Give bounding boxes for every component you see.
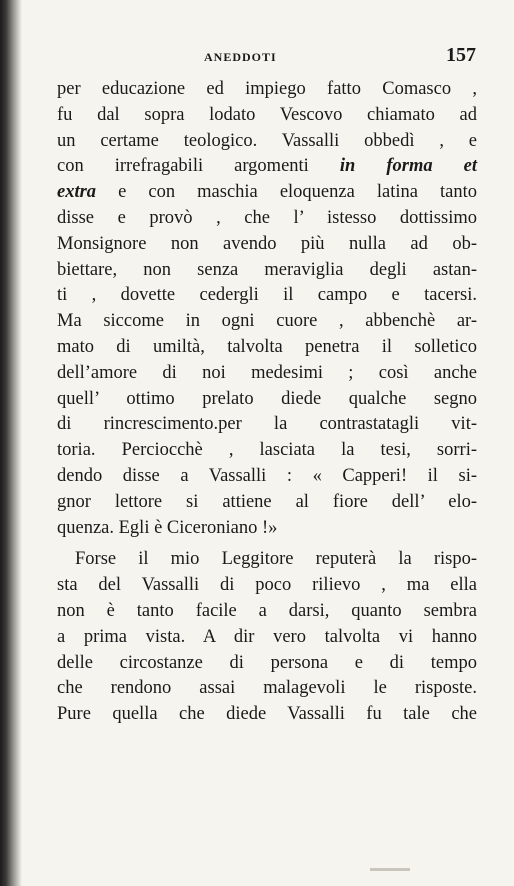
text-line [57,547,477,573]
page-header [56,44,476,74]
text-line [57,232,477,258]
text-segment: con irrefragabili argomenti [57,156,340,177]
text-segment: gnor lettore si attiene al fiore dell’ elo- [57,491,477,512]
text-segment: fu dal sopra lodato Vescovo chiamato ad [57,104,477,125]
text-segment: quell’ ottimo prelato diede qualche segno [57,388,477,409]
text-segment: a prima vista. A dir vero talvolta vi hanno [57,626,477,647]
page-stain [370,868,410,871]
text-line [57,77,477,103]
text-segment: non è tanto facile a darsi, quanto sembra [57,600,477,621]
italic-phrase: in forma et [339,156,478,177]
body-text [57,77,477,728]
text-segment: delle circostanze di persona e di tempo [57,652,477,673]
page-binding-edge [0,0,22,886]
text-line [57,258,477,284]
text-line [57,599,477,625]
text-line [57,283,477,309]
running-title: ANEDDOTI [204,50,277,64]
text-segment: che rendono assai malagevoli le risposte. [57,678,477,699]
text-segment: e con maschia eloquenza latina tanto [96,182,477,203]
paragraph-2 [57,547,477,728]
text-line [57,309,477,335]
text-line [57,516,477,542]
page-number: 157 [446,44,476,66]
text-line [57,438,477,464]
text-line [57,154,477,180]
text-line [57,180,477,206]
italic-phrase: extra [57,182,97,203]
text-segment: toria. Perciocchè , lasciata la tesi, sorri- [57,440,477,461]
text-segment: quenza. Egli è Ciceroniano !» [57,517,278,538]
text-line [57,103,477,129]
text-segment: Monsignore non avendo più nulla ad ob- [57,233,477,254]
text-segment: mato di umiltà, talvolta penetra il solletico [57,336,477,357]
text-segment: Pure quella che diede Vassalli fu tale che [57,704,477,725]
text-segment: sta del Vassalli di poco rilievo , ma ella [57,575,477,596]
text-segment: di rincrescimento.per la contrastatagli vit- [57,414,477,435]
text-segment: per educazione ed impiego fatto Comasco , [57,79,477,99]
text-line [57,573,477,599]
text-line [57,702,477,728]
text-line [57,625,477,651]
text-segment: Forse il mio Leggitore reputerà la rispo- [75,549,477,570]
text-line [57,361,477,387]
text-segment: Ma siccome in ogni cuore , abbenchè ar- [57,311,477,332]
text-line [57,464,477,490]
text-line [57,387,477,413]
text-line [57,206,477,232]
text-line [57,129,477,155]
text-line [57,412,477,438]
text-line [57,335,477,361]
text-segment: biettare, non senza meraviglia degli astan- [57,259,477,280]
text-line [57,676,477,702]
paragraph-1 [57,77,477,541]
text-segment: dell’amore di noi medesimi ; così anche [57,362,477,383]
text-line [57,490,477,516]
text-segment: un certame teologico. Vassalli obbedì , e [57,130,477,151]
text-segment: ti , dovette cedergli il campo e tacersi. [57,285,477,306]
text-line [57,651,477,677]
text-segment: disse e provò , che l’ istesso dottissimo [57,207,477,228]
text-segment: dendo disse a Vassalli : « Capperi! il si- [57,465,477,486]
